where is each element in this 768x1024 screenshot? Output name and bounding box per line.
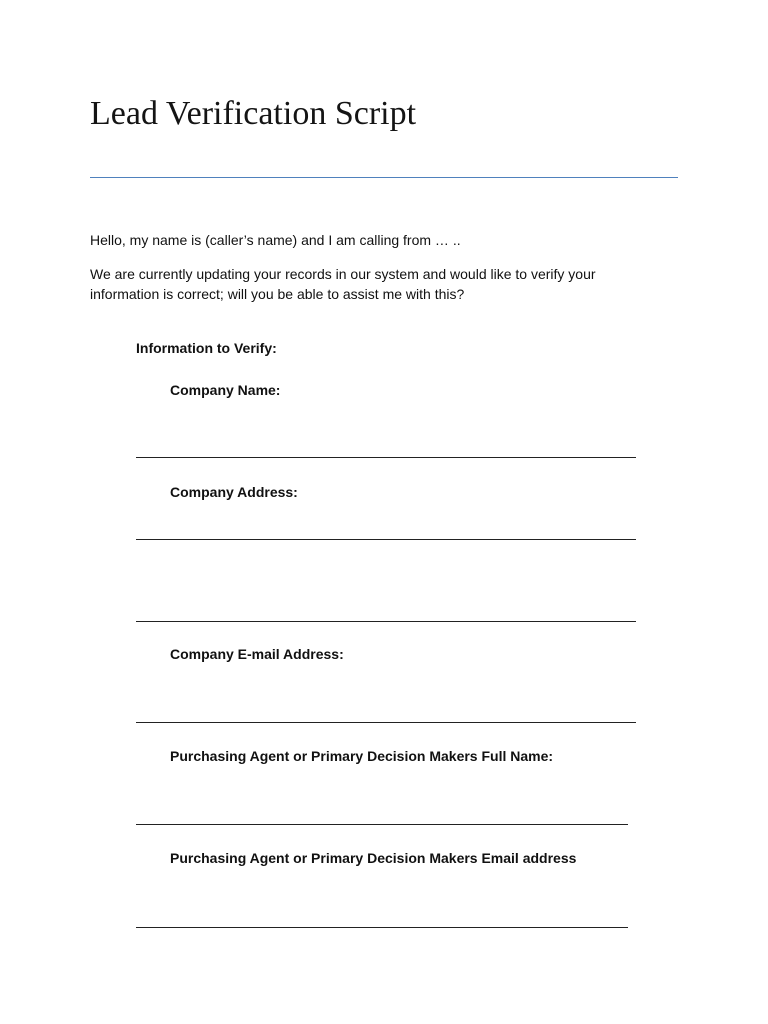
section-heading: Information to Verify: <box>136 340 277 356</box>
field-label-decision-maker-email: Purchasing Agent or Primary Decision Makers Email address <box>170 850 577 866</box>
answer-line-decision-maker-email[interactable] <box>136 927 628 928</box>
field-label-company-address: Company Address: <box>170 484 298 500</box>
field-label-company-name: Company Name: <box>170 382 281 398</box>
field-label-decision-maker-name: Purchasing Agent or Primary Decision Makers Full Name: <box>170 748 554 764</box>
document-title: Lead Verification Script <box>90 95 417 132</box>
request-paragraph: We are currently updating your records in our system and would like to verify your information is correct; will you be able to assist me with this? <box>90 266 596 302</box>
answer-line-decision-maker-name[interactable] <box>136 824 628 825</box>
answer-line-company-email[interactable] <box>136 722 636 723</box>
field-label-company-email: Company E-mail Address: <box>170 646 344 662</box>
answer-line-company-address-2[interactable] <box>136 621 636 622</box>
answer-line-company-address-1[interactable] <box>136 539 636 540</box>
intro-paragraph: Hello, my name is (caller’s name) and I am calling from … .. <box>90 232 461 248</box>
title-underline <box>90 177 678 178</box>
answer-line-company-name[interactable] <box>136 457 636 458</box>
